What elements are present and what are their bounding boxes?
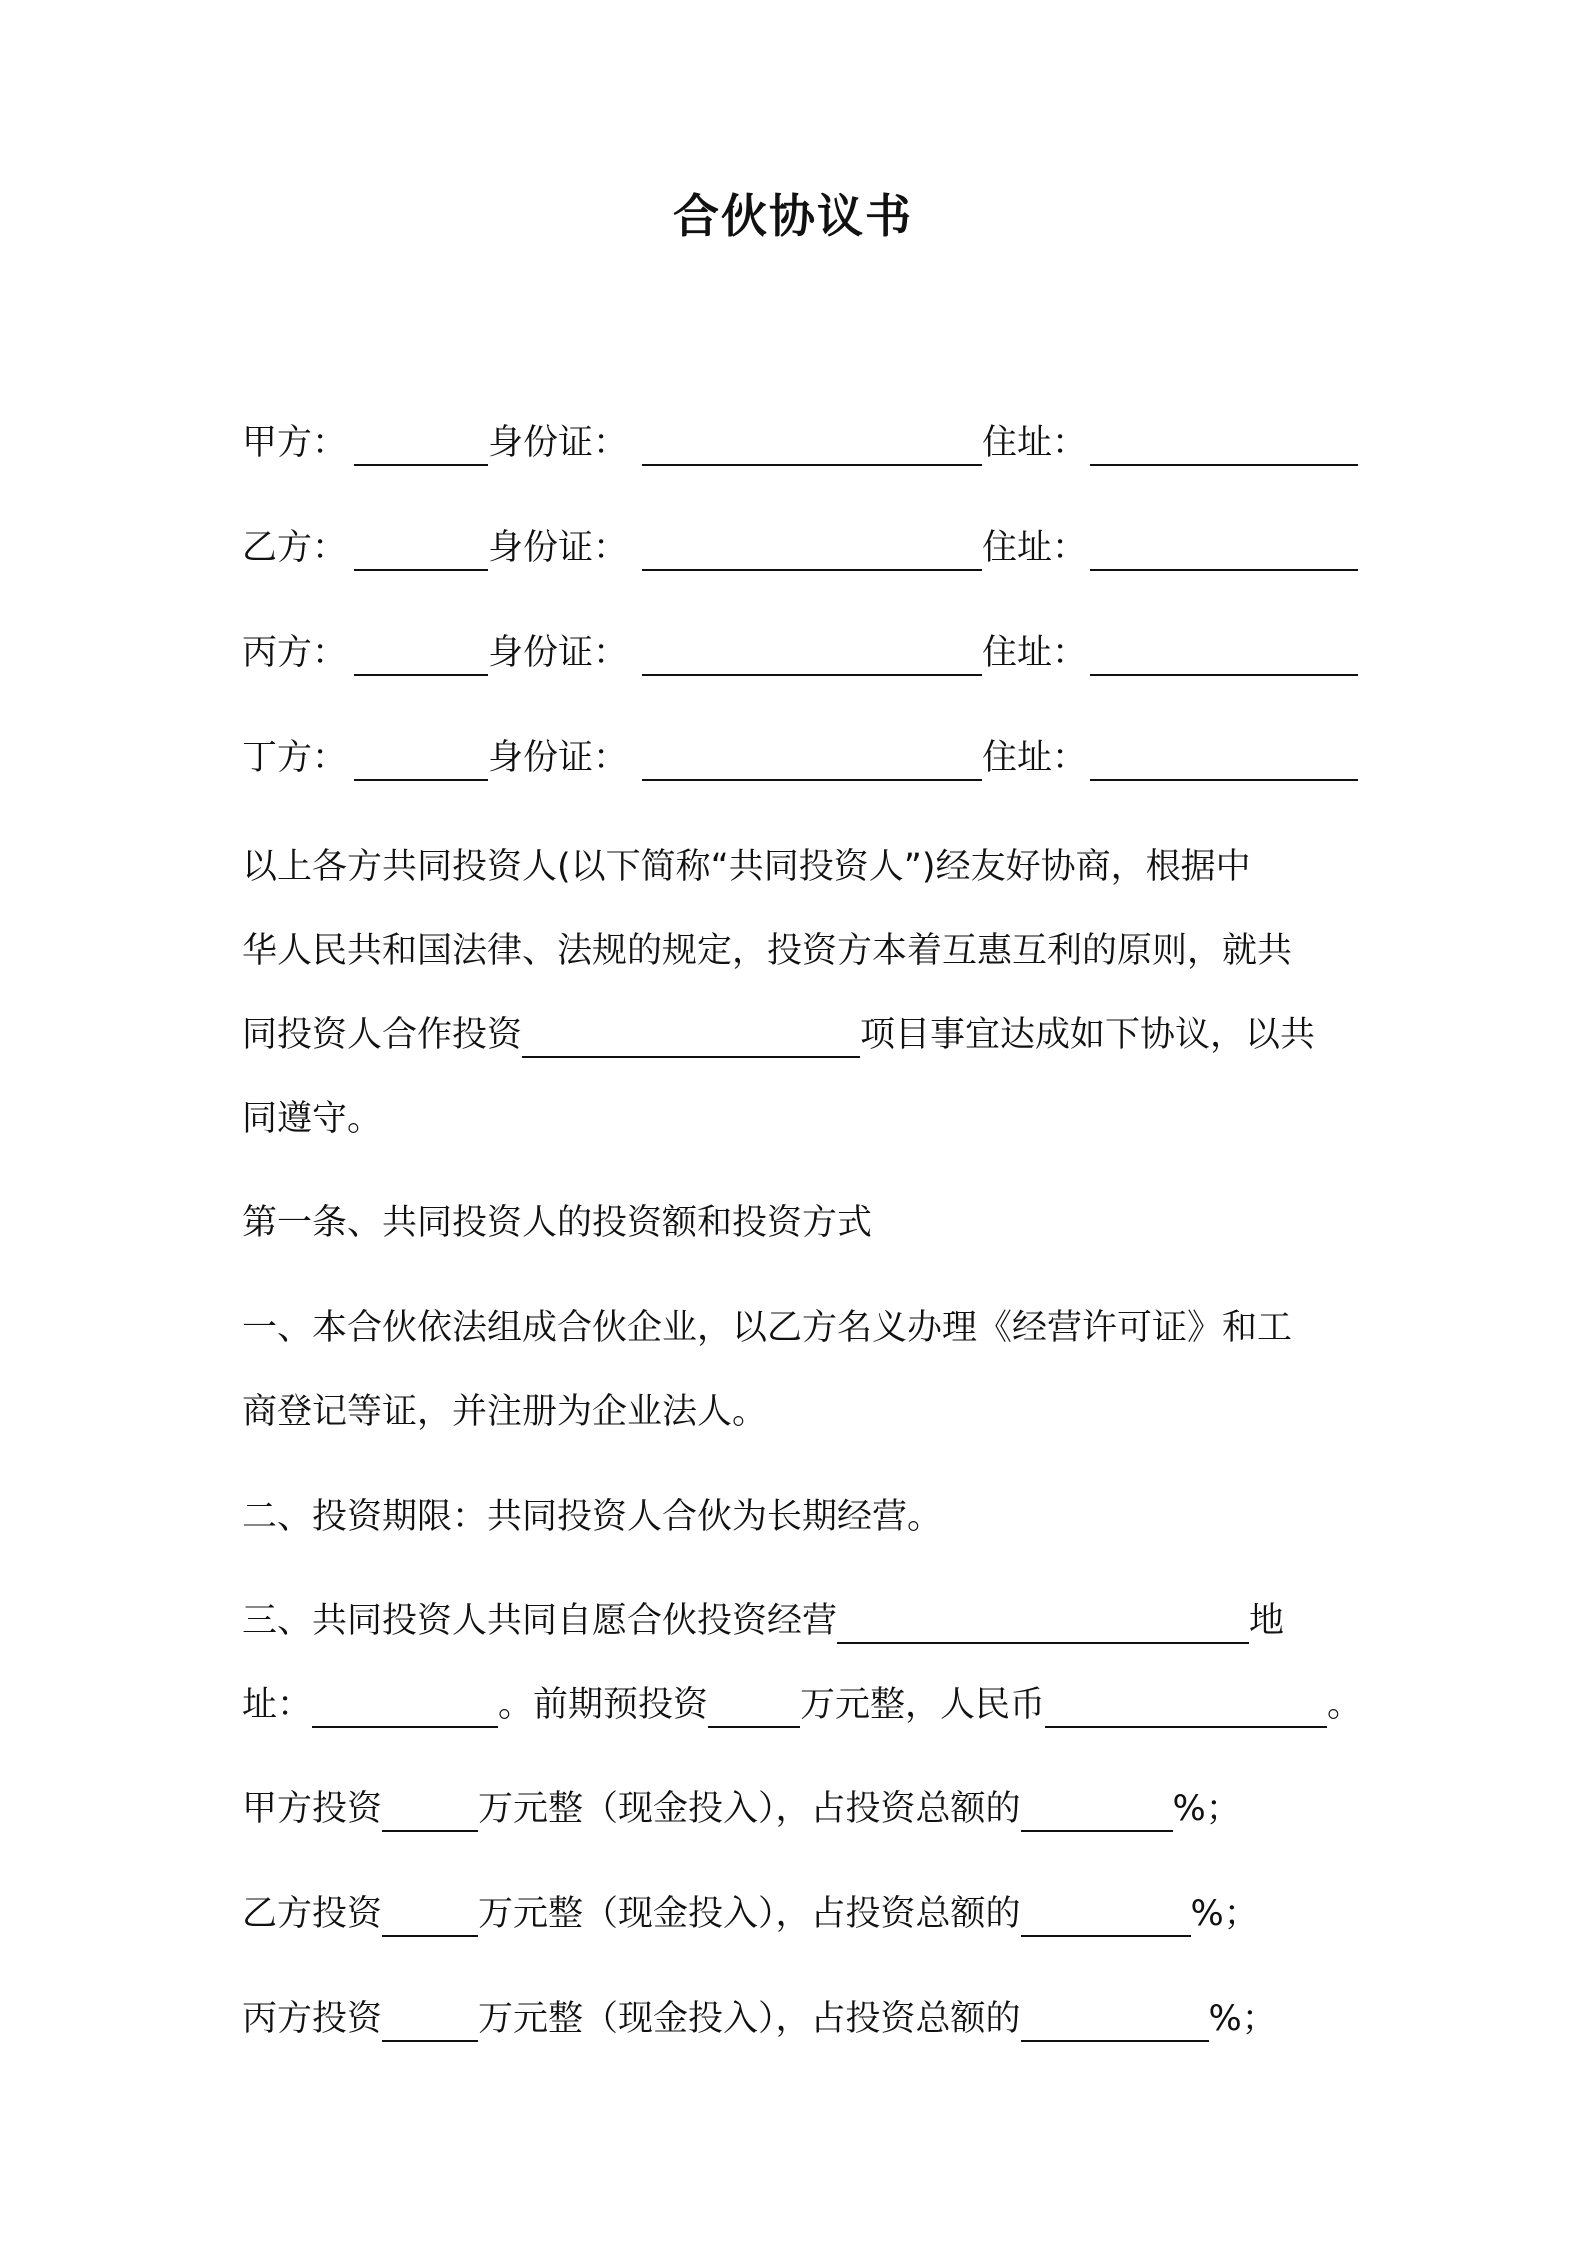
document-title: 合伙协议书 [673,189,913,243]
party-label: 丙方： [242,633,348,673]
address-label: 住址： [982,528,1088,568]
clause-3-line-2 [242,1682,1363,1728]
percent-sign: %； [1208,1999,1277,2039]
intro-line-4: 同遵守。 [242,1099,383,1139]
id-label: 身份证： [488,423,629,463]
article-heading: 第一条、共同投资人的投资额和投资方式 [242,1203,873,1243]
percent-blank[interactable] [1021,1895,1191,1937]
intro-line-2: 华人民共和国法律、法规的规定，投资方本着互惠互利的原则，就共 [242,931,1293,971]
id-label: 身份证： [488,738,629,778]
party-row-b [242,525,1358,585]
id-label: 身份证： [488,633,629,673]
clause-text: 址： [242,1685,313,1725]
id-number-blank[interactable] [642,634,982,676]
business-blank[interactable] [837,1602,1249,1644]
clause-text: 。前期预投资 [498,1685,709,1725]
rmb-amount-blank[interactable] [1045,1686,1327,1728]
party-row-d [242,735,1358,795]
percent-blank[interactable] [1021,2000,1209,2042]
id-number-blank[interactable] [642,529,982,571]
investment-text: 万元整（现金投入），占投资总额的 [478,1894,1021,1934]
investment-text: 万元整（现金投入），占投资总额的 [478,1789,1021,1829]
percent-sign: %； [1172,1789,1241,1829]
investment-label: 乙方投资 [242,1894,383,1934]
party-row-a [242,420,1358,480]
investment-row-c [242,1996,1358,2042]
address-label: 住址： [982,423,1088,463]
investment-label: 甲方投资 [242,1789,383,1829]
amount-blank[interactable] [382,1895,478,1937]
id-number-blank[interactable] [642,424,982,466]
intro-line-1: 以上各方共同投资人(以下简称“共同投资人”)经友好协商，根据中 [242,847,1251,887]
party-label: 乙方： [242,528,348,568]
investment-text: 万元整（现金投入），占投资总额的 [478,1999,1021,2039]
clause-text: 万元整，人民币 [800,1685,1046,1725]
address-blank[interactable] [312,1686,498,1728]
amount-blank[interactable] [382,2000,478,2042]
address-blank[interactable] [1090,634,1358,676]
intro-text: 同投资人合作投资 [242,1015,523,1055]
clause-text: 地 [1249,1601,1285,1641]
party-name-blank[interactable] [354,739,488,781]
pre-investment-blank[interactable] [708,1686,800,1728]
amount-blank[interactable] [382,1790,478,1832]
id-number-blank[interactable] [642,739,982,781]
party-name-blank[interactable] [354,424,488,466]
address-blank[interactable] [1090,424,1358,466]
clause-text: 。 [1327,1685,1363,1725]
percent-sign: %； [1190,1894,1259,1934]
address-blank[interactable] [1090,529,1358,571]
address-blank[interactable] [1090,739,1358,781]
id-label: 身份证： [488,528,629,568]
party-label: 丁方： [242,738,348,778]
address-label: 住址： [982,738,1088,778]
party-name-blank[interactable] [354,634,488,676]
clause-1-line-2: 商登记等证，并注册为企业法人。 [242,1392,768,1432]
clause-3-line-1 [242,1598,1358,1644]
project-name-blank[interactable] [522,1016,860,1058]
investment-row-a [242,1786,1358,1832]
clause-2: 二、投资期限：共同投资人合伙为长期经营。 [242,1497,943,1537]
intro-line-3 [242,1012,1358,1058]
intro-text: 项目事宜达成如下协议，以共 [860,1015,1316,1055]
clause-1-line-1: 一、本合伙依法组成合伙企业，以乙方名义办理《经营许可证》和工 [242,1308,1293,1348]
investment-row-b [242,1891,1358,1937]
party-label: 甲方： [242,423,348,463]
party-name-blank[interactable] [354,529,488,571]
address-label: 住址： [982,633,1088,673]
party-row-c [242,630,1358,690]
clause-text: 三、共同投资人共同自愿合伙投资经营 [242,1601,838,1641]
percent-blank[interactable] [1021,1790,1173,1832]
investment-label: 丙方投资 [242,1999,383,2039]
